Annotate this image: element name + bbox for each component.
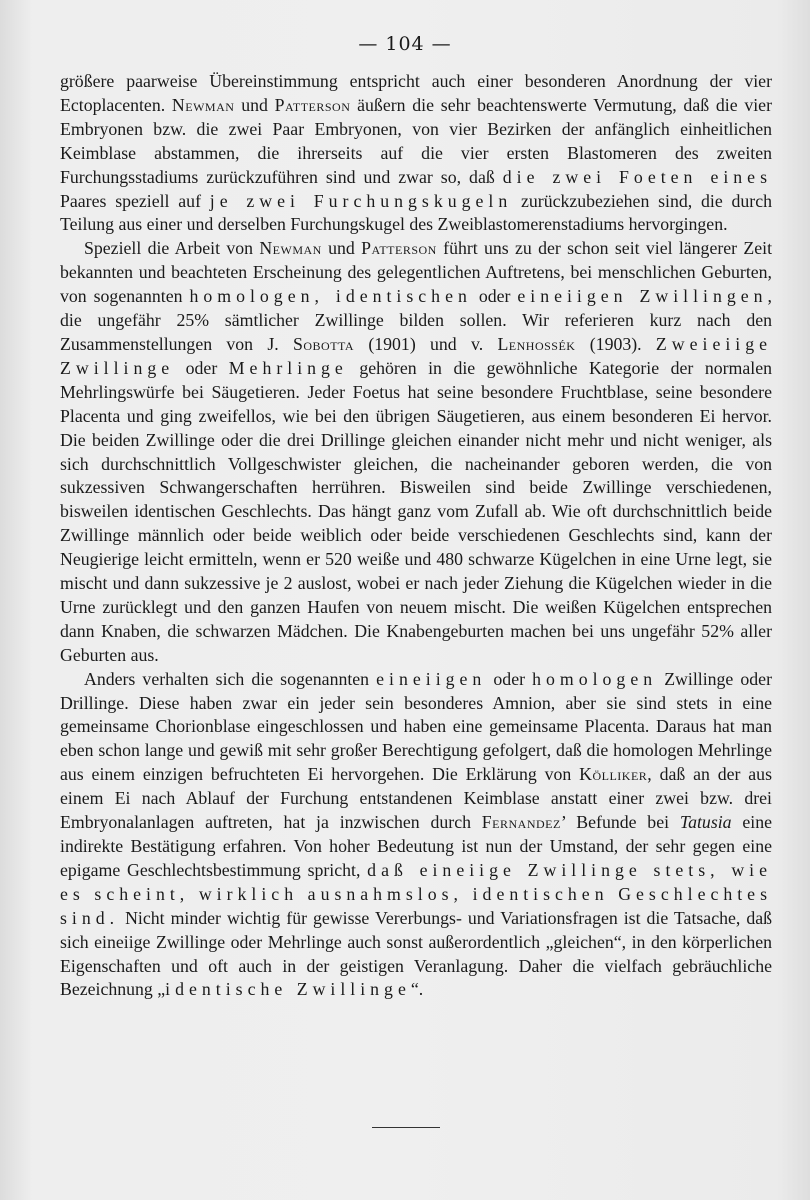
text-run: Speziell die Arbeit von <box>84 238 260 259</box>
emphasized-text: Mehrlinge <box>228 357 348 378</box>
text-run: zurückzubeziehen sind, die durch Teilung aus einer und derselben Furchungskugel des Zweiblastomerenstadiums hervorgingen. <box>60 190 772 235</box>
emphasized-text: Zweieiige Zwillinge <box>60 333 772 378</box>
text-run: größere paarweise Übereinstimmung entspricht auch einer besonderen Anordnung der vier Ectoplacenten. <box>60 71 772 115</box>
text-run: ’ Befunde bei <box>560 812 680 833</box>
paragraph <box>60 668 772 1003</box>
author-name: Patterson <box>274 94 351 115</box>
author-name: Patterson <box>361 238 437 259</box>
text-run: gehören in die gewöhnliche Kategorie der normalen Mehrlingswürfe bei Säugetieren. Jeder Foetus hat seine besondere Fruchtblase, seine besondere Placenta und ging zweifellos, wie bei den übrigen Säugetieren, aus einem besonderen Ei hervor. Die beiden Zwillinge oder die drei Drillinge gleichen einander nicht mehr und nicht weniger, als sich durchschnittlich Vollgeschwister gleichen, die nacheinander geboren werden, die von sukzessiven Schwangerschaften herrühren. Bisweilen sind beide Zwillinge verschiedenen, bisweilen identischen Geschlechts. Das hängt ganz vom Zufall ab. Wie oft durchschnittlich beide Zwillinge männlich oder beide weiblich oder beide verschiedenen Geschlechts sind, kann der Neugierige leicht ermitteln, wenn er 520 weiße und 480 schwarze Kügelchen in eine Urne legt, sie mischt und dann sukzessive je 2 auslost, wobei er nach jeder Ziehung die Kügelchen wieder in die Urne zurücklegt und den ganzen Haufen von neuem mischt. Die weißen Kügelchen entsprechen dann Knaben, die schwarzen Mädchen. Die Knabengeburten machen bei uns ungefähr 52% aller Geburten aus. <box>60 357 772 665</box>
text-run: Paares speziell auf <box>60 190 210 211</box>
text-run: , die ungefähr 25% sämtlicher Zwillinge bilden sollen. Wir referieren kurz nach den Zusammenstellungen von J. <box>60 286 772 354</box>
text-run: oder <box>471 286 518 307</box>
paragraph <box>60 70 772 237</box>
text-run: oder <box>174 357 229 378</box>
emphasized-text: homologen <box>532 668 658 689</box>
italic-term: Tatusia <box>679 812 732 833</box>
emphasized-text: eineiigen <box>376 668 487 689</box>
text-run: Anders verhalten sich die sogenannten <box>84 668 377 689</box>
page-number: — 104 — <box>358 33 452 55</box>
author-name: Newman <box>171 94 235 115</box>
text-run: Zwillinge oder Drillinge. Diese haben zwar ein jeder sein besonderes Amnion, aber sie sind stets in eine gemeinsame Chorionblase eingeschlossen und haben eine gemeinsame Placenta. Daraus hat man eben schon lange und gewiß mit sehr großer Berechtigung gefolgert, daß die homologen Mehrlinge aus einem einzigen befruchteten Ei hervorgehen. Die Erklärung von <box>60 668 772 785</box>
text-run: “. <box>410 979 424 1000</box>
author-name: Sobotta <box>292 333 355 354</box>
text-run: eine indirekte Bestätigung erfahren. Von hoher Bedeutung ist nun der Umstand, der sehr gegen eine epigame Geschlechtsbestimmung spricht, <box>60 812 772 880</box>
emphasized-text: daß eineiige Zwillinge stets, wie es scheint, wirklich ausnahmslos, identischen Geschlechtes sind. <box>60 859 773 928</box>
text-run: (1903). <box>575 333 656 354</box>
author-name: Fernandez <box>481 812 561 833</box>
text-run: führt uns zu der schon seit viel längerer Zeit bekannten und beachteten Erscheinung des gelegentlichen Auftretens, bei menschlichen Geburten, von sogenannten <box>60 238 773 307</box>
emphasized-text: je zwei Furchungskugeln <box>209 190 513 211</box>
paragraph <box>60 237 772 667</box>
author-name: Kölliker <box>579 764 648 785</box>
emphasized-text: homologen, identischen <box>189 286 472 307</box>
emphasized-text: die zwei Foeten eines <box>502 166 772 187</box>
emphasized-text: eineiigen Zwillingen <box>517 286 768 307</box>
text-run: oder <box>486 668 533 689</box>
closing-rule <box>372 1127 440 1128</box>
text-run: Nicht minder wichtig für gewisse Vererbungs- und Variationsfragen ist die Tatsache, daß sich eineiige Zwillinge oder Mehrlinge auch sonst außerordentlich „gleichen“, in den körperlichen Eigenschaften und oft auch in der geistigen Veranlagung. Daher die vielfach gebräuchliche Bezeichnung „ <box>60 907 772 1000</box>
text-run: äußern die sehr beachtenswerte Vermutung, daß die vier Embryonen bzw. die zwei Paar Embryonen, von vier Bezirken der anfänglich einheitlichen Keimblase abstammen, die ihrerseits auf die vier ersten Blastomeren des zweiten Furchungsstadiums zurückzuführen sind und zwar so, daß <box>60 94 772 187</box>
text-run: und <box>321 238 362 259</box>
text-run: und <box>234 94 275 115</box>
author-name: Newman <box>259 238 322 259</box>
text-run: (1901) und v. <box>354 333 498 354</box>
body-text <box>60 70 772 1002</box>
author-name: Lenhossék <box>497 333 576 354</box>
emphasized-text: identische Zwillinge <box>165 979 411 1000</box>
text-run: , daß an der aus einem Ei nach Ablauf der Furchung entstandenen Keimblase anstatt einer zwei bzw. drei Embryonalanlagen auftreten, hat ja inzwischen durch <box>60 764 772 833</box>
